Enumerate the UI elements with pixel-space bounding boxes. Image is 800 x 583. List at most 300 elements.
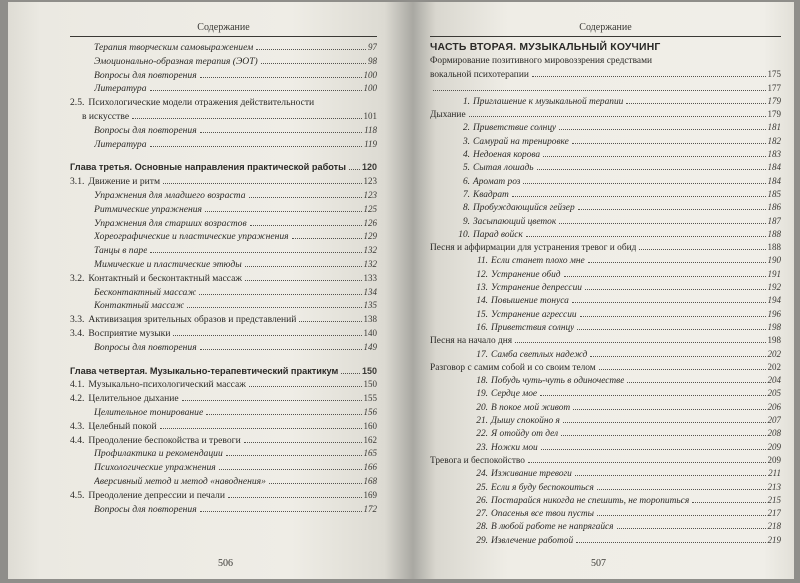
toc-entry-label <box>70 434 241 448</box>
leader-dots <box>205 211 361 212</box>
toc-entry <box>70 217 377 231</box>
toc-entry <box>70 69 377 83</box>
toc-entry <box>70 138 377 152</box>
toc-entry-number: 4.3. <box>70 420 85 432</box>
toc-entry-label <box>94 217 247 231</box>
open-book <box>8 2 794 579</box>
toc-entry-page: 207 <box>767 415 781 426</box>
toc-entry-text: Музыкально-психологический массаж <box>88 379 246 391</box>
toc-entry-number: 4.4. <box>70 434 85 446</box>
leader-dots <box>341 373 360 374</box>
toc-entry-page: 98 <box>368 55 377 66</box>
toc-entry-label <box>430 242 636 254</box>
toc-entry-label <box>470 295 569 307</box>
leader-dots <box>564 276 766 277</box>
toc-entry-page: 215 <box>767 494 781 505</box>
left-page <box>8 2 413 579</box>
part-title: ЧАСТЬ ВТОРАЯ. МУЗЫКАЛЬНЫЙ КОУЧИНГ <box>430 42 661 53</box>
leader-dots <box>528 462 766 463</box>
toc-entry-label <box>94 55 258 69</box>
toc-entry-page: 190 <box>767 255 781 266</box>
toc-entry <box>430 348 781 361</box>
toc-entry-text: В покое мой живот <box>491 402 571 413</box>
toc-gap <box>70 151 377 161</box>
toc-entry <box>70 110 377 124</box>
leader-dots <box>349 169 360 170</box>
toc-entry-label <box>94 69 197 83</box>
leader-dots <box>249 386 362 387</box>
leader-dots <box>639 249 765 250</box>
toc-entry <box>430 401 781 414</box>
toc-entry-page: 134 <box>363 286 377 297</box>
leader-dots <box>292 238 362 239</box>
toc-entry-text: Движение и ритм <box>88 176 161 188</box>
toc-entry <box>70 55 377 69</box>
toc-entry-label <box>452 122 556 134</box>
toc-entry <box>430 175 781 188</box>
toc-entry-label <box>82 110 129 124</box>
leader-dots <box>537 169 766 170</box>
toc-entry-number: 4.2. <box>70 393 85 405</box>
toc-entry-page: 179 <box>767 95 781 106</box>
toc-entry <box>430 201 781 214</box>
toc-entry-page: 150 <box>361 365 377 376</box>
toc-entry-label <box>452 149 540 161</box>
toc-entry-text: Эмоционально-образная терапия (ЭОТ) <box>94 55 258 67</box>
leader-dots <box>200 349 362 350</box>
toc-entry-page: 126 <box>363 217 377 228</box>
toc-entry <box>70 503 377 517</box>
leader-dots <box>572 143 766 144</box>
toc-entry-page: 135 <box>363 300 377 311</box>
toc-entry-page: 168 <box>363 475 377 486</box>
toc-entry-text: Глава четвертая. Музыкально-терапевтический практикум <box>70 365 339 376</box>
toc-entry-text: Глава третья. Основные направления практической работы <box>70 162 346 173</box>
toc-entry-label <box>452 176 520 188</box>
toc-entry-number: 9. <box>462 216 470 227</box>
toc-entry-label <box>94 203 202 217</box>
leader-dots <box>226 455 362 456</box>
toc-entry-text: Приветствия солнцу <box>491 322 575 333</box>
toc-entry-text: Тревога и беспокойство <box>430 455 525 466</box>
toc-entry-text: Песня на начало дня <box>430 336 513 347</box>
toc-entry-text: Сердце мое <box>491 389 538 400</box>
toc-entry <box>70 489 377 503</box>
toc-entry-text: Вопросы для повторения <box>94 69 197 81</box>
toc-entry <box>70 244 377 258</box>
toc-entry-text: Опасенья все твои пусты <box>491 509 595 520</box>
toc-entry-label <box>94 41 253 55</box>
toc-entry-label <box>94 447 223 461</box>
toc-entry <box>70 124 377 138</box>
toc-entry-text: Пробуждающийся гейзер <box>473 203 575 214</box>
toc-entry-page: 196 <box>767 308 781 319</box>
toc-entry-text: Упражнения для старших возрастов <box>94 217 247 229</box>
toc-entry-label <box>94 124 197 138</box>
toc-entry-text: Самурай на тренировке <box>473 136 569 147</box>
toc-entry-number: 3.3. <box>70 314 85 326</box>
leader-dots <box>577 329 765 330</box>
toc-entry-text: Ножки мои <box>491 442 538 453</box>
leader-dots <box>572 302 766 303</box>
toc-entry <box>70 461 377 475</box>
toc-entry-text: Побудь чуть-чуть в одиночестве <box>491 376 625 387</box>
toc-entry-page: 192 <box>767 282 781 293</box>
toc-entry <box>430 387 781 400</box>
toc-entry-page: 133 <box>363 272 377 283</box>
toc-entry <box>430 427 781 440</box>
toc-entry <box>430 294 781 307</box>
leader-dots <box>575 475 766 476</box>
toc-entry-text: Хореографические и пластические упражнения <box>94 231 289 243</box>
toc-entry <box>430 361 781 374</box>
toc-entry-page: 206 <box>767 401 781 412</box>
toc-entry <box>70 392 377 406</box>
toc-entry-label <box>452 202 575 214</box>
toc-entry-label <box>452 216 556 228</box>
leader-dots <box>526 236 766 237</box>
toc-entry-label <box>470 309 577 321</box>
toc-entry-label <box>94 341 197 355</box>
toc-entry <box>430 188 781 201</box>
toc-entry-page: 155 <box>363 393 377 404</box>
leader-dots <box>627 382 765 383</box>
toc-entry-page: 183 <box>767 149 781 160</box>
toc-entry-number: 4. <box>462 150 470 161</box>
toc-entry-text: Вопросы для повторения <box>94 503 197 515</box>
leader-dots <box>150 90 362 91</box>
toc-entry-label <box>470 269 561 281</box>
toc-entry-text: Контактный массаж <box>94 300 185 312</box>
toc-entry <box>70 272 377 286</box>
page-number: 506 <box>218 558 233 569</box>
toc-entry-label <box>452 136 569 148</box>
toc-entry-text: Преодоление депрессии и печали <box>88 489 225 501</box>
toc-gap <box>70 355 377 365</box>
toc-entry <box>430 82 781 95</box>
leader-dots <box>269 483 362 484</box>
toc-entry <box>70 327 377 341</box>
toc-entry-page: 219 <box>767 534 781 545</box>
toc-entry <box>430 494 781 507</box>
toc-entry-label <box>70 96 314 110</box>
toc-entry-number: 26. <box>476 495 488 506</box>
toc-entry-page: 156 <box>363 406 377 417</box>
toc-entry-label <box>70 327 170 341</box>
toc-entry-label <box>470 255 585 267</box>
toc-entry-number: 21. <box>476 416 488 427</box>
toc-entry-page: 198 <box>767 335 781 346</box>
toc-entry <box>430 281 781 294</box>
toc-entry-text: Целительное тонирование <box>94 406 204 418</box>
toc-entry-number: 20. <box>476 402 488 413</box>
toc-entry-label <box>470 388 537 400</box>
toc-entry-page: 202 <box>767 348 781 359</box>
toc-entry-label <box>430 335 512 347</box>
toc-entry <box>70 378 377 392</box>
toc-entry-label <box>452 229 523 241</box>
leader-dots <box>626 103 765 104</box>
toc-entry-label <box>70 161 346 175</box>
toc-entry-page: 100 <box>363 69 377 80</box>
toc-entry-page: 205 <box>767 388 781 399</box>
toc-entry-number: 18. <box>476 376 488 387</box>
toc-entry-label <box>94 230 289 244</box>
toc-entry-text: Целебный покой <box>88 420 157 432</box>
toc-list <box>430 55 781 547</box>
toc-entry-text: Квадрат <box>473 189 509 200</box>
toc-entry-label <box>470 535 573 547</box>
toc-entry-text: Засыпающий цветок <box>473 216 557 227</box>
toc-entry-text: Вопросы для повторения <box>94 341 197 353</box>
toc-entry-number: 16. <box>476 322 488 333</box>
toc-entry-label <box>94 189 246 203</box>
leader-dots <box>563 422 766 423</box>
leader-dots <box>523 183 765 184</box>
toc-entry-number: 3.4. <box>70 327 85 339</box>
leader-dots <box>692 502 765 503</box>
toc-entry-number: 28. <box>476 522 488 533</box>
running-head: Содержание <box>579 22 632 33</box>
toc-entry <box>70 286 377 300</box>
toc-entry-page: 101 <box>363 110 377 121</box>
toc-entry-page: 125 <box>363 203 377 214</box>
toc-entry-label <box>452 162 534 174</box>
leader-dots <box>206 414 361 415</box>
leader-dots <box>559 223 765 224</box>
leader-dots <box>585 289 766 290</box>
toc-entry-page: 218 <box>767 521 781 532</box>
toc-entry-label <box>70 313 296 327</box>
toc-entry <box>430 321 781 334</box>
toc-entry-text: Восприятие музыки <box>88 327 171 339</box>
toc-entry-text: Устранение депрессии <box>491 283 582 294</box>
leader-dots <box>599 369 766 370</box>
leader-dots <box>219 469 362 470</box>
leader-dots <box>150 146 363 147</box>
toc-entry <box>70 341 377 355</box>
toc-entry <box>70 420 377 434</box>
toc-entry-text: Литература <box>94 83 147 95</box>
toc-entry-page: 202 <box>767 361 781 372</box>
toc-entry-label <box>470 495 689 507</box>
toc-entry-number: 3. <box>462 136 470 147</box>
leader-dots <box>590 356 765 357</box>
toc-entry <box>430 161 781 174</box>
toc-entry-page: 118 <box>364 124 377 135</box>
leader-dots <box>515 342 765 343</box>
leader-dots <box>182 400 362 401</box>
toc-entry-text: В любой работе не напрягайся <box>491 522 614 533</box>
toc-entry-number: 19. <box>476 389 488 400</box>
leader-dots <box>512 196 766 197</box>
toc-entry-label <box>430 55 652 68</box>
leader-dots <box>249 197 362 198</box>
toc-entry-text: Аверсивный метод и метод «наводнения» <box>94 475 266 487</box>
toc-entry-label <box>70 489 225 503</box>
toc-entry-label <box>470 468 572 480</box>
toc-entry-label <box>70 272 242 286</box>
toc-entry-number: 12. <box>476 269 488 280</box>
toc-entry-label <box>470 521 614 533</box>
toc-entry-page: 187 <box>767 215 781 226</box>
toc-entry-text: Психологические модели отражения действительности <box>88 97 315 109</box>
toc-entry <box>70 365 377 379</box>
toc-entry <box>430 507 781 520</box>
toc-entry-label <box>94 461 216 475</box>
toc-entry-label <box>94 286 196 300</box>
toc-entry <box>430 414 781 427</box>
leader-dots <box>160 428 362 429</box>
leader-dots <box>228 497 362 498</box>
toc-entry-label <box>94 299 184 313</box>
leader-dots <box>173 335 361 336</box>
leader-dots <box>578 209 766 210</box>
toc-entry-label <box>94 475 266 489</box>
page-number: 507 <box>591 558 606 569</box>
toc-entry-label <box>430 455 525 467</box>
toc-entry-page: 213 <box>767 481 781 492</box>
leader-dots <box>543 156 765 157</box>
toc-entry-label <box>470 282 582 294</box>
header-rule <box>70 36 377 37</box>
toc-entry-page: 184 <box>767 175 781 186</box>
toc-entry-label <box>452 96 623 108</box>
toc-entry <box>70 258 377 272</box>
toc-entry-page: 186 <box>767 202 781 213</box>
toc-entry-text: Бесконтактный массаж <box>94 286 197 298</box>
toc-entry-text: Преодоление беспокойства и тревоги <box>88 434 241 446</box>
toc-entry-text: Повышение тонуса <box>491 296 569 307</box>
toc-entry <box>430 215 781 228</box>
toc-entry-number: 7. <box>462 189 470 200</box>
toc-entry-number: 4.1. <box>70 379 85 391</box>
toc-entry-number: 11. <box>476 256 488 267</box>
toc-entry-page: 181 <box>767 122 781 133</box>
toc-entry-label <box>94 258 242 272</box>
toc-entry-text: Недоеная корова <box>473 150 541 161</box>
toc-entry-text: Если я буду беспокоиться <box>491 482 594 493</box>
leader-dots <box>617 528 766 529</box>
toc-entry-number: 13. <box>476 283 488 294</box>
toc-entry-text: Профилактика и рекомендации <box>94 448 223 460</box>
toc-entry <box>430 228 781 241</box>
right-page <box>413 2 794 579</box>
toc-entry <box>430 121 781 134</box>
toc-entry-text: Дыхание <box>430 110 466 121</box>
toc-entry <box>70 96 377 110</box>
toc-entry <box>430 55 781 68</box>
toc-entry <box>430 334 781 347</box>
toc-entry-text: в искусстве <box>82 110 130 122</box>
toc-entry <box>70 230 377 244</box>
toc-entry-number: 17. <box>476 349 488 360</box>
leader-dots <box>597 489 766 490</box>
toc-entry-number: 23. <box>476 442 488 453</box>
toc-entry-text: Психологические упражнения <box>94 462 216 474</box>
leader-dots <box>244 442 362 443</box>
toc-entry-label <box>470 322 574 334</box>
toc-entry-page: 188 <box>767 228 781 239</box>
toc-entry-text: Ритмические упражнения <box>94 203 203 215</box>
toc-entry-number: 6. <box>462 176 470 187</box>
leader-dots <box>469 116 766 117</box>
toc-entry-page: 172 <box>363 503 377 514</box>
toc-entry <box>430 308 781 321</box>
toc-entry-page: 209 <box>767 454 781 465</box>
toc-entry-text: вокальной психотерапии <box>430 70 529 81</box>
toc-entry <box>70 406 377 420</box>
toc-entry-label <box>94 244 147 258</box>
toc-entry-page: 175 <box>767 69 781 80</box>
toc-entry-text: Упражнения для младшего возраста <box>94 189 246 201</box>
toc-entry-text: Аромат роз <box>473 176 521 187</box>
toc-entry-page: 217 <box>767 508 781 519</box>
toc-entry-page: 149 <box>363 341 377 352</box>
toc-entry-page: 132 <box>363 258 377 269</box>
toc-entry-text: Я отойду от дел <box>491 429 559 440</box>
toc-entry <box>430 520 781 533</box>
toc-entry-text: Сытая лошадь <box>473 163 534 174</box>
toc-entry-text: Приветствие солнцу <box>473 123 557 134</box>
toc-entry <box>70 161 377 175</box>
toc-entry-label <box>70 378 246 392</box>
toc-entry-page: 177 <box>767 82 781 93</box>
toc-entry <box>430 374 781 387</box>
leader-dots <box>250 225 362 226</box>
toc-entry <box>430 241 781 254</box>
toc-entry <box>70 447 377 461</box>
toc-entry-page: 100 <box>363 83 377 94</box>
toc-entry <box>430 534 781 547</box>
leader-dots <box>261 63 366 64</box>
toc-entry-page: 185 <box>767 188 781 199</box>
toc-entry-text: Литература <box>94 138 147 150</box>
toc-entry-text: Приглашение к музыкальной терапии <box>473 96 624 107</box>
toc-entry-text: Целительное дыхание <box>88 393 179 405</box>
toc-entry-page: 191 <box>767 268 781 279</box>
leader-dots <box>132 118 361 119</box>
toc-entry-page: 97 <box>368 42 377 52</box>
toc-entry-page: 169 <box>363 489 377 500</box>
toc-entry-page: 204 <box>767 375 781 386</box>
toc-entry-page: 208 <box>767 428 781 439</box>
running-head: Содержание <box>197 22 250 33</box>
toc-entry <box>70 475 377 489</box>
toc-entry-page: 194 <box>767 295 781 306</box>
toc-entry-label <box>94 503 197 517</box>
toc-entry-text: Песня и аффирмации для устранения тревог и обид <box>430 243 637 254</box>
toc-entry-number: 2.5. <box>70 97 85 109</box>
toc-entry-number: 29. <box>476 535 488 546</box>
toc-entry-label <box>470 402 570 414</box>
toc-entry <box>430 481 781 494</box>
toc-entry-text: Извлечение работой <box>491 535 574 546</box>
toc-entry-page: 123 <box>363 189 377 200</box>
toc-entry-page: 188 <box>767 242 781 253</box>
leader-dots <box>588 262 766 263</box>
toc-entry-label <box>470 442 538 454</box>
leader-dots <box>532 76 766 77</box>
toc-entry-label <box>470 375 624 387</box>
header-rule <box>430 36 781 37</box>
leader-dots <box>200 132 363 133</box>
toc-entry-label <box>94 138 147 152</box>
toc-entry-page: 184 <box>767 162 781 173</box>
toc-entry <box>70 41 377 55</box>
toc-entry-label <box>70 175 160 189</box>
toc-entry-text: Постарайся никогда не спешить, не торопиться <box>491 495 690 506</box>
